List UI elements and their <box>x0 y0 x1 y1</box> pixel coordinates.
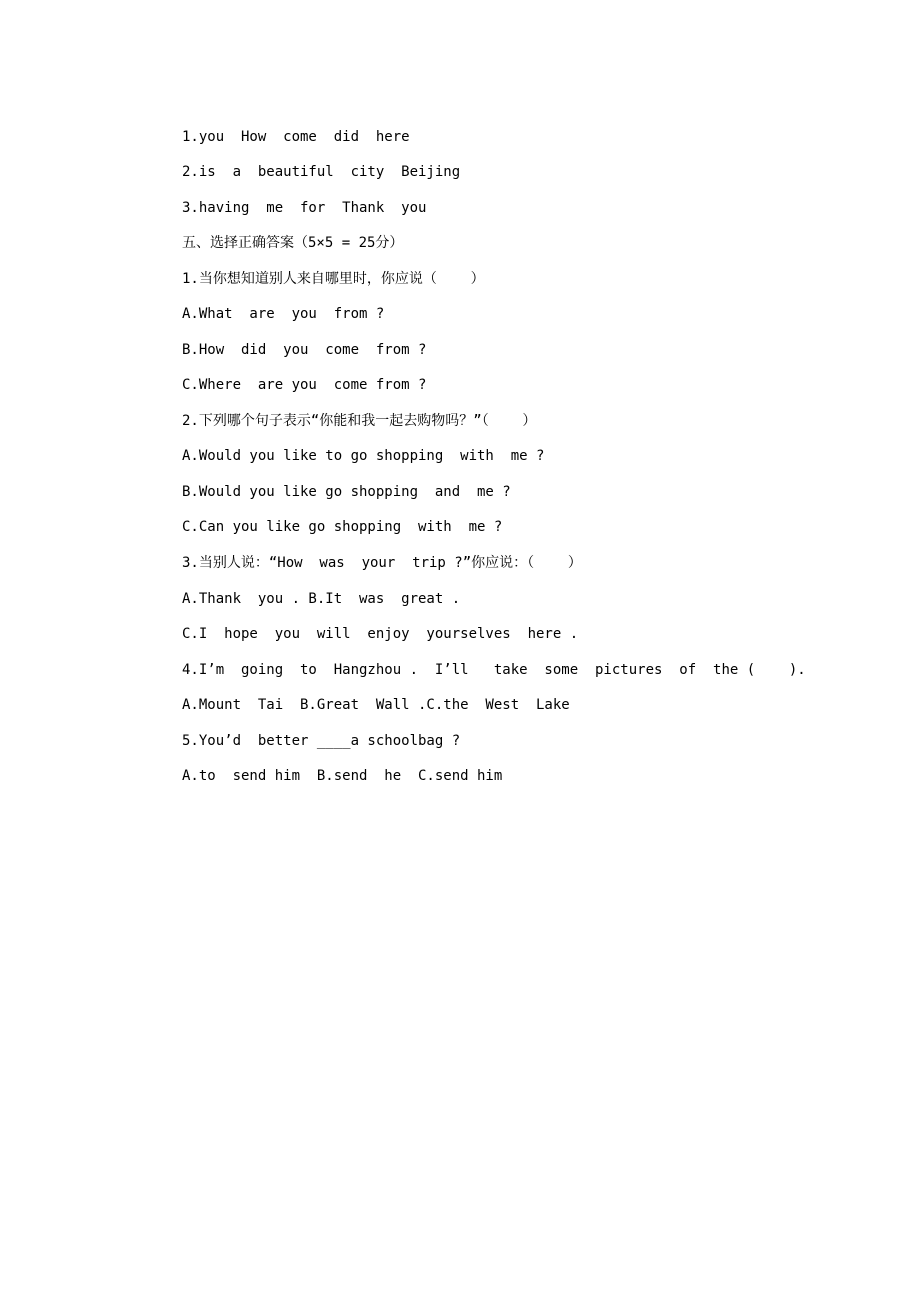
question-1-option-b: B.How did you come from ? <box>182 342 427 358</box>
question-3-option-c: C.I hope you will enjoy yourselves here . <box>182 626 579 642</box>
question-5-options: A.to send him B.send he C.send him <box>182 768 503 784</box>
question-3-options-ab: A.Thank you . B.It was great . <box>182 591 461 607</box>
question-2-option-a: A.Would you like to go shopping with me ? <box>182 448 545 464</box>
question-1-option-a: A.What are you from ? <box>182 306 385 322</box>
reorder-item-2: 2.is a beautiful city Beijing <box>182 164 461 180</box>
question-1: 1.当你想知道别人来自哪里时，你应说（ ） <box>182 271 485 287</box>
question-3: 3.当别人说：“How was your trip ?”你应说：（ ） <box>182 555 582 571</box>
question-4: 4.I’m going to Hangzhou . I’ll take some pictures of the ( ). <box>182 662 806 678</box>
question-2-option-b: B.Would you like go shopping and me ? <box>182 484 511 500</box>
question-4-options: A.Mount Tai B.Great Wall .C.the West Lake <box>182 697 570 713</box>
reorder-item-3: 3.having me for Thank you <box>182 200 427 216</box>
question-2: 2.下列哪个句子表示“你能和我一起去购物吗？”（ ） <box>182 413 537 429</box>
question-5: 5.You’d better ____a schoolbag ? <box>182 733 461 749</box>
question-2-option-c: C.Can you like go shopping with me ? <box>182 519 503 535</box>
reorder-item-1: 1.you How come did here <box>182 129 410 145</box>
question-1-option-c: C.Where are you come from ? <box>182 377 427 393</box>
section-heading: 五、选择正确答案（5×5 = 25分） <box>182 235 404 251</box>
